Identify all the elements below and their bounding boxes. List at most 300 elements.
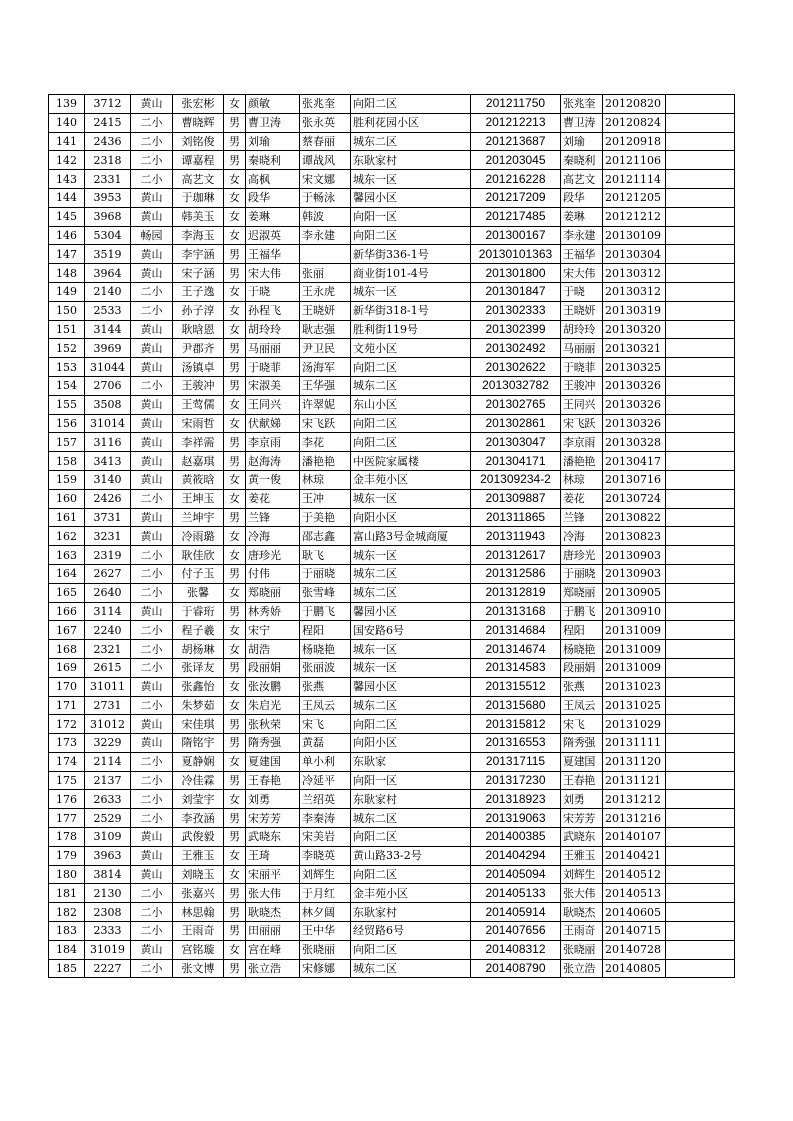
student-code-cell: 3969	[85, 339, 131, 358]
table-row	[49, 527, 735, 546]
table-row	[49, 264, 735, 283]
address-cell: 城东二区	[351, 959, 471, 978]
student-code-cell: 2308	[85, 903, 131, 922]
gender-cell: 男	[224, 132, 246, 151]
date-cell: 20120918	[603, 132, 666, 151]
applicant-name-cell: 刘辉生	[561, 865, 603, 884]
guardian-name-cell: 王福华	[246, 245, 300, 264]
row-number-cell: 152	[49, 339, 85, 358]
gender-cell: 男	[224, 508, 246, 527]
student-code-cell: 2615	[85, 658, 131, 677]
applicant-name-cell: 王骏冲	[561, 376, 603, 395]
school-cell: 二小	[131, 640, 173, 659]
student-name-cell: 王坤玉	[173, 489, 224, 508]
row-number-cell: 140	[49, 113, 85, 132]
address-cell: 向阳二区	[351, 715, 471, 734]
row-number-cell: 145	[49, 207, 85, 226]
guardian-name-cell: 李京雨	[246, 433, 300, 452]
school-cell: 二小	[131, 696, 173, 715]
date-cell: 20131029	[603, 715, 666, 734]
guardian-name-cell: 宋大伟	[246, 264, 300, 283]
gender-cell: 男	[224, 734, 246, 753]
date-cell: 20130716	[603, 470, 666, 489]
parent-name-cell: 林琼	[300, 470, 351, 489]
blank-cell	[666, 358, 735, 377]
school-cell: 二小	[131, 959, 173, 978]
address-cell: 城东二区	[351, 583, 471, 602]
address-cell: 向阳二区	[351, 433, 471, 452]
table-row	[49, 752, 735, 771]
student-name-cell: 刘晓玉	[173, 865, 224, 884]
guardian-name-cell: 伏献娣	[246, 414, 300, 433]
registration-id-cell: 201302492	[471, 339, 561, 358]
applicant-name-cell: 于鹏飞	[561, 602, 603, 621]
row-number-cell: 179	[49, 846, 85, 865]
address-cell: 富山路3号金城商厦	[351, 527, 471, 546]
row-number-cell: 177	[49, 809, 85, 828]
date-cell: 20130312	[603, 264, 666, 283]
address-cell: 东耿家村	[351, 790, 471, 809]
table-row	[49, 564, 735, 583]
table-row	[49, 696, 735, 715]
date-cell: 20131025	[603, 696, 666, 715]
guardian-name-cell: 朱启光	[246, 696, 300, 715]
student-name-cell: 张译友	[173, 658, 224, 677]
date-cell: 20140513	[603, 884, 666, 903]
registration-id-cell: 201407656	[471, 922, 561, 941]
parent-name-cell: 张雪峰	[300, 583, 351, 602]
address-cell: 城东一区	[351, 489, 471, 508]
table-row	[49, 771, 735, 790]
applicant-name-cell: 程阳	[561, 621, 603, 640]
date-cell: 20131216	[603, 809, 666, 828]
date-cell: 20140107	[603, 828, 666, 847]
guardian-name-cell: 曹卫涛	[246, 113, 300, 132]
date-cell: 20131111	[603, 734, 666, 753]
date-cell: 20120824	[603, 113, 666, 132]
date-cell: 20130326	[603, 376, 666, 395]
gender-cell: 男	[224, 376, 246, 395]
address-cell: 向阳小区	[351, 508, 471, 527]
blank-cell	[666, 264, 735, 283]
row-number-cell: 159	[49, 470, 85, 489]
student-name-cell: 韩美玉	[173, 207, 224, 226]
gender-cell: 女	[224, 320, 246, 339]
address-cell: 城东一区	[351, 640, 471, 659]
address-cell: 城东一区	[351, 658, 471, 677]
row-number-cell: 147	[49, 245, 85, 264]
parent-name-cell: 谭战风	[300, 151, 351, 170]
student-code-cell: 2706	[85, 376, 131, 395]
school-cell: 二小	[131, 752, 173, 771]
registration-id-cell: 201405094	[471, 865, 561, 884]
blank-cell	[666, 226, 735, 245]
row-number-cell: 169	[49, 658, 85, 677]
blank-cell	[666, 640, 735, 659]
address-cell: 经贸路6号	[351, 922, 471, 941]
guardian-name-cell: 于晓	[246, 282, 300, 301]
school-cell: 二小	[131, 564, 173, 583]
school-cell: 黄山	[131, 677, 173, 696]
student-name-cell: 王子逸	[173, 282, 224, 301]
date-cell: 20140805	[603, 959, 666, 978]
table-row	[49, 922, 735, 941]
address-cell: 馨园小区	[351, 188, 471, 207]
student-name-cell: 夏静娴	[173, 752, 224, 771]
guardian-name-cell: 王同兴	[246, 395, 300, 414]
table-row	[49, 151, 735, 170]
school-cell: 黄山	[131, 828, 173, 847]
row-number-cell: 171	[49, 696, 85, 715]
applicant-name-cell: 段华	[561, 188, 603, 207]
address-cell: 馨园小区	[351, 602, 471, 621]
date-cell: 20140512	[603, 865, 666, 884]
school-cell: 黄山	[131, 846, 173, 865]
table-row	[49, 865, 735, 884]
blank-cell	[666, 395, 735, 414]
gender-cell: 男	[224, 658, 246, 677]
student-code-cell: 3964	[85, 264, 131, 283]
applicant-name-cell: 王同兴	[561, 395, 603, 414]
gender-cell: 女	[224, 95, 246, 114]
date-cell: 20121205	[603, 188, 666, 207]
registration-id-cell: 201302765	[471, 395, 561, 414]
table-row	[49, 95, 735, 114]
address-cell: 城东二区	[351, 132, 471, 151]
applicant-name-cell: 宋飞跃	[561, 414, 603, 433]
guardian-name-cell: 刘勇	[246, 790, 300, 809]
table-row	[49, 734, 735, 753]
table-row	[49, 658, 735, 677]
date-cell: 20140728	[603, 940, 666, 959]
student-code-cell: 3968	[85, 207, 131, 226]
gender-cell: 男	[224, 339, 246, 358]
student-code-cell: 2240	[85, 621, 131, 640]
table-row	[49, 339, 735, 358]
student-code-cell: 3814	[85, 865, 131, 884]
registration-id-cell: 201317115	[471, 752, 561, 771]
parent-name-cell: 韩波	[300, 207, 351, 226]
row-number-cell: 165	[49, 583, 85, 602]
date-cell: 20130326	[603, 395, 666, 414]
registration-id-cell: 201302861	[471, 414, 561, 433]
table-row	[49, 207, 735, 226]
applicant-name-cell: 王雨奇	[561, 922, 603, 941]
school-cell: 黄山	[131, 433, 173, 452]
row-number-cell: 153	[49, 358, 85, 377]
school-cell: 二小	[131, 301, 173, 320]
address-cell: 向阳二区	[351, 828, 471, 847]
blank-cell	[666, 546, 735, 565]
gender-cell: 女	[224, 226, 246, 245]
table-row	[49, 188, 735, 207]
student-code-cell: 3109	[85, 828, 131, 847]
address-cell: 向阳二区	[351, 414, 471, 433]
student-name-cell: 冷佳霖	[173, 771, 224, 790]
guardian-name-cell: 迟淑英	[246, 226, 300, 245]
table-row	[49, 376, 735, 395]
blank-cell	[666, 658, 735, 677]
student-name-cell: 曹晓辉	[173, 113, 224, 132]
row-number-cell: 176	[49, 790, 85, 809]
gender-cell: 女	[224, 677, 246, 696]
applicant-name-cell: 刘瑜	[561, 132, 603, 151]
table-row	[49, 677, 735, 696]
student-name-cell: 张宏彬	[173, 95, 224, 114]
blank-cell	[666, 940, 735, 959]
applicant-name-cell: 潘艳艳	[561, 452, 603, 471]
gender-cell: 女	[224, 752, 246, 771]
address-cell: 向阳一区	[351, 207, 471, 226]
guardian-name-cell: 段华	[246, 188, 300, 207]
row-number-cell: 168	[49, 640, 85, 659]
school-cell: 黄山	[131, 320, 173, 339]
school-cell: 黄山	[131, 734, 173, 753]
blank-cell	[666, 959, 735, 978]
guardian-name-cell: 郑晓丽	[246, 583, 300, 602]
address-cell: 向阳二区	[351, 226, 471, 245]
school-cell: 黄山	[131, 245, 173, 264]
gender-cell: 男	[224, 922, 246, 941]
table-row	[49, 113, 735, 132]
blank-cell	[666, 903, 735, 922]
blank-cell	[666, 734, 735, 753]
student-name-cell: 王骏冲	[173, 376, 224, 395]
applicant-name-cell: 姜花	[561, 489, 603, 508]
registration-id-cell: 201408790	[471, 959, 561, 978]
student-code-cell: 3712	[85, 95, 131, 114]
blank-cell	[666, 621, 735, 640]
table-row	[49, 546, 735, 565]
date-cell: 20130822	[603, 508, 666, 527]
student-code-cell: 2321	[85, 640, 131, 659]
school-cell: 二小	[131, 132, 173, 151]
row-number-cell: 167	[49, 621, 85, 640]
date-cell: 20131009	[603, 621, 666, 640]
parent-name-cell: 于丽晓	[300, 564, 351, 583]
row-number-cell: 156	[49, 414, 85, 433]
row-number-cell: 148	[49, 264, 85, 283]
parent-name-cell: 李永建	[300, 226, 351, 245]
registration-id-cell: 201315680	[471, 696, 561, 715]
date-cell: 20130312	[603, 282, 666, 301]
blank-cell	[666, 452, 735, 471]
student-code-cell: 2415	[85, 113, 131, 132]
registration-id-cell: 201312617	[471, 546, 561, 565]
applicant-name-cell: 李永建	[561, 226, 603, 245]
applicant-name-cell: 姜琳	[561, 207, 603, 226]
parent-name-cell: 张丽波	[300, 658, 351, 677]
address-cell: 东耿家村	[351, 903, 471, 922]
blank-cell	[666, 828, 735, 847]
applicant-name-cell: 张立浩	[561, 959, 603, 978]
student-name-cell: 赵嘉琪	[173, 452, 224, 471]
parent-name-cell: 于鹏飞	[300, 602, 351, 621]
parent-name-cell: 张丽	[300, 264, 351, 283]
applicant-name-cell: 高艺文	[561, 170, 603, 189]
gender-cell: 女	[224, 696, 246, 715]
blank-cell	[666, 846, 735, 865]
gender-cell: 女	[224, 207, 246, 226]
registration-id-cell: 201302622	[471, 358, 561, 377]
applicant-name-cell: 张兆奎	[561, 95, 603, 114]
applicant-name-cell: 宋芳芳	[561, 809, 603, 828]
parent-name-cell: 兰绍英	[300, 790, 351, 809]
applicant-name-cell: 段丽娟	[561, 658, 603, 677]
student-name-cell: 于睿珩	[173, 602, 224, 621]
gender-cell: 男	[224, 602, 246, 621]
parent-name-cell: 潘艳艳	[300, 452, 351, 471]
blank-cell	[666, 339, 735, 358]
school-cell: 黄山	[131, 188, 173, 207]
student-name-cell: 隋铭宇	[173, 734, 224, 753]
student-code-cell: 2114	[85, 752, 131, 771]
registration-id-cell: 201314684	[471, 621, 561, 640]
guardian-name-cell: 张大伟	[246, 884, 300, 903]
student-code-cell: 2137	[85, 771, 131, 790]
row-number-cell: 161	[49, 508, 85, 527]
registration-id-cell: 201304171	[471, 452, 561, 471]
applicant-name-cell: 于丽晓	[561, 564, 603, 583]
table-row	[49, 602, 735, 621]
date-cell: 20130905	[603, 583, 666, 602]
parent-name-cell: 杨晓艳	[300, 640, 351, 659]
parent-name-cell: 王中华	[300, 922, 351, 941]
blank-cell	[666, 508, 735, 527]
parent-name-cell: 程阳	[300, 621, 351, 640]
registration-id-cell: 201315812	[471, 715, 561, 734]
row-number-cell: 155	[49, 395, 85, 414]
registration-id-cell: 201212213	[471, 113, 561, 132]
registration-id-cell: 201314674	[471, 640, 561, 659]
address-cell: 城东二区	[351, 809, 471, 828]
gender-cell: 女	[224, 414, 246, 433]
parent-name-cell	[300, 245, 351, 264]
applicant-name-cell: 杨晓艳	[561, 640, 603, 659]
parent-name-cell: 邵志鑫	[300, 527, 351, 546]
parent-name-cell: 王永虎	[300, 282, 351, 301]
student-code-cell: 2436	[85, 132, 131, 151]
parent-name-cell: 于美艳	[300, 508, 351, 527]
school-cell: 黄山	[131, 940, 173, 959]
table-row	[49, 508, 735, 527]
parent-name-cell: 汤海军	[300, 358, 351, 377]
address-cell: 胜利花园小区	[351, 113, 471, 132]
school-cell: 二小	[131, 884, 173, 903]
guardian-name-cell: 段丽娟	[246, 658, 300, 677]
address-cell: 向阳一区	[351, 771, 471, 790]
registration-id-cell: 201405914	[471, 903, 561, 922]
date-cell: 20130320	[603, 320, 666, 339]
student-code-cell: 2331	[85, 170, 131, 189]
gender-cell: 男	[224, 809, 246, 828]
student-name-cell: 宋子涵	[173, 264, 224, 283]
student-name-cell: 王雅玉	[173, 846, 224, 865]
row-number-cell: 184	[49, 940, 85, 959]
date-cell: 20130109	[603, 226, 666, 245]
row-number-cell: 144	[49, 188, 85, 207]
date-cell: 20130326	[603, 414, 666, 433]
table-row	[49, 884, 735, 903]
parent-name-cell: 张永英	[300, 113, 351, 132]
school-cell: 黄山	[131, 452, 173, 471]
guardian-name-cell: 兰锋	[246, 508, 300, 527]
registration-id-cell: 201313168	[471, 602, 561, 621]
gender-cell: 女	[224, 583, 246, 602]
row-number-cell: 181	[49, 884, 85, 903]
row-number-cell: 150	[49, 301, 85, 320]
student-name-cell: 李孜涵	[173, 809, 224, 828]
row-number-cell: 143	[49, 170, 85, 189]
student-name-cell: 李宇涵	[173, 245, 224, 264]
table-row	[49, 583, 735, 602]
parent-name-cell: 宋修娜	[300, 959, 351, 978]
student-name-cell: 黄筱晗	[173, 470, 224, 489]
student-name-cell: 张鑫怡	[173, 677, 224, 696]
blank-cell	[666, 715, 735, 734]
applicant-name-cell: 于晓	[561, 282, 603, 301]
address-cell: 东山小区	[351, 395, 471, 414]
gender-cell: 男	[224, 113, 246, 132]
student-name-cell: 谭嘉程	[173, 151, 224, 170]
student-name-cell: 汤镇卓	[173, 358, 224, 377]
row-number-cell: 139	[49, 95, 85, 114]
parent-name-cell: 单小利	[300, 752, 351, 771]
school-cell: 黄山	[131, 602, 173, 621]
address-cell: 城东二区	[351, 376, 471, 395]
student-code-cell: 2227	[85, 959, 131, 978]
parent-name-cell: 冷延平	[300, 771, 351, 790]
parent-name-cell: 尹卫民	[300, 339, 351, 358]
parent-name-cell: 宋美岩	[300, 828, 351, 847]
school-cell: 二小	[131, 583, 173, 602]
registration-id-cell: 201400385	[471, 828, 561, 847]
gender-cell: 男	[224, 903, 246, 922]
student-name-cell: 于珈琳	[173, 188, 224, 207]
guardian-name-cell: 刘瑜	[246, 132, 300, 151]
gender-cell: 女	[224, 865, 246, 884]
row-number-cell: 149	[49, 282, 85, 301]
table-row	[49, 828, 735, 847]
blank-cell	[666, 188, 735, 207]
guardian-name-cell: 宋丽平	[246, 865, 300, 884]
parent-name-cell: 耿飞	[300, 546, 351, 565]
table-row	[49, 433, 735, 452]
blank-cell	[666, 602, 735, 621]
guardian-name-cell: 颜敏	[246, 95, 300, 114]
date-cell: 20130823	[603, 527, 666, 546]
gender-cell: 男	[224, 884, 246, 903]
student-code-cell: 2130	[85, 884, 131, 903]
date-cell: 20130304	[603, 245, 666, 264]
guardian-name-cell: 林秀娇	[246, 602, 300, 621]
parent-name-cell: 刘辉生	[300, 865, 351, 884]
row-number-cell: 163	[49, 546, 85, 565]
date-cell: 20131212	[603, 790, 666, 809]
address-cell: 新华街336-1号	[351, 245, 471, 264]
guardian-name-cell: 胡浩	[246, 640, 300, 659]
blank-cell	[666, 414, 735, 433]
school-cell: 二小	[131, 489, 173, 508]
date-cell: 20131023	[603, 677, 666, 696]
blank-cell	[666, 470, 735, 489]
table-row	[49, 170, 735, 189]
registration-id-cell: 201316553	[471, 734, 561, 753]
guardian-name-cell: 孙程飞	[246, 301, 300, 320]
guardian-name-cell: 赵海涛	[246, 452, 300, 471]
student-name-cell: 兰坤宇	[173, 508, 224, 527]
gender-cell: 男	[224, 828, 246, 847]
